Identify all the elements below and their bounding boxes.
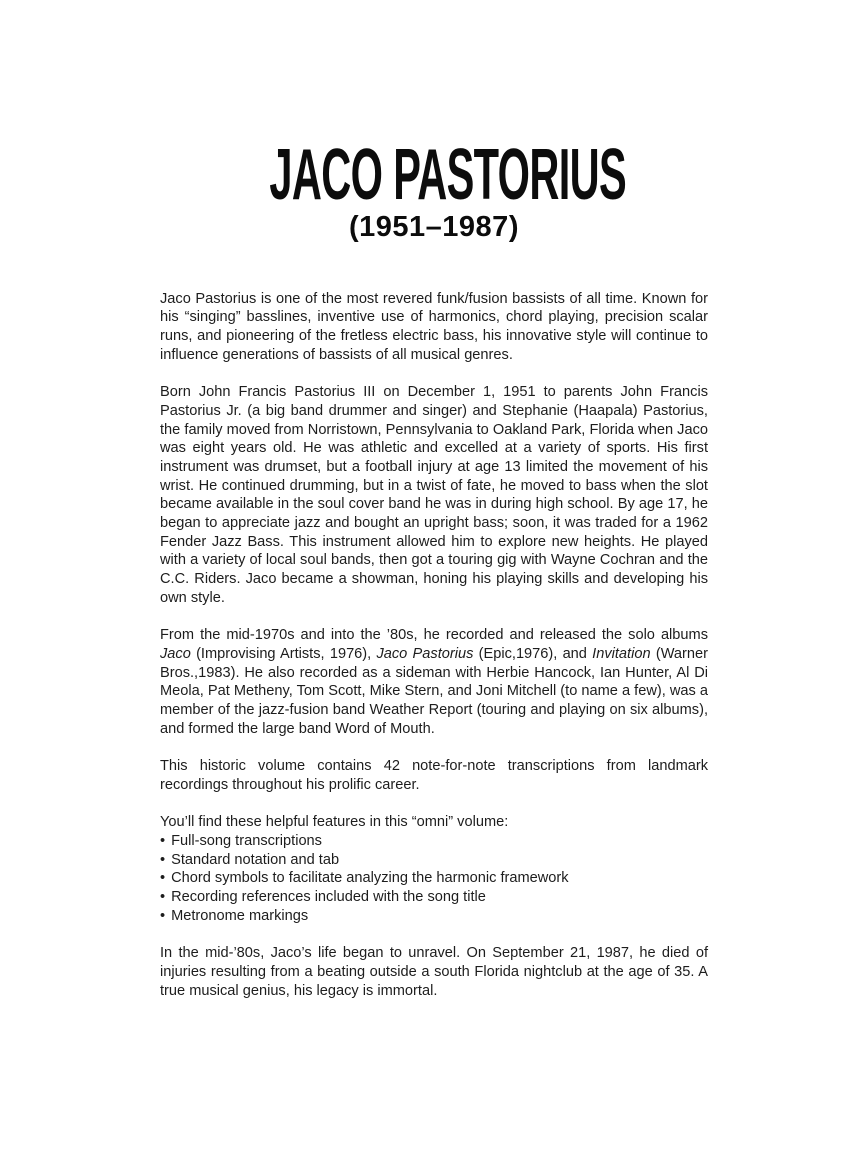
intro-paragraph: Jaco Pastorius is one of the most revered funk/fusion bassists of all time. Known for his “singing” basslines, inventive use of harmonics, chord playing, precision scalar runs, and pioneering of the fretless electric bass, his innovative style will continue to influence generations of bassists of all musical genres. <box>160 290 708 363</box>
page-subtitle: (1951–1987) <box>349 210 519 243</box>
feature-item <box>160 832 708 851</box>
page-title: JACO PASTORIUS <box>269 133 627 215</box>
text-segment: (Improvising Artists, 1976), <box>190 645 377 662</box>
text-segment: (Warner Bros.,1983). He also recorded as a sideman with Herbie Hancock, Ian Hunter, Al Di Meola, Pat Metheny, Tom Scott, Mike Stern, and Joni Mitchell (to name a few), was a member of the jazz-fusion band Weather Report (touring and playing on six albums), and formed the large band Word of Mouth. <box>160 645 709 737</box>
feature-text: Metronome markings <box>171 907 309 924</box>
discography-paragraph <box>160 626 708 738</box>
body-copy <box>160 290 708 1001</box>
features-list <box>160 832 708 926</box>
text-segment: (Epic,1976), and <box>473 645 593 662</box>
bullet-marker: • <box>160 870 166 887</box>
subtitle-block <box>160 211 708 244</box>
feature-item <box>160 888 708 907</box>
biography-paragraph: Born John Francis Pastorius III on December 1, 1951 to parents John Francis Pastorius Jr. (a big band drummer and singer) and Stephanie (Haapala) Pastorius, the family moved from Norristown, Pennsylvania to Oakland Park, Florida when Jaco was eight years old. He was athletic and excelled at a variety of sports. His first instrument was drumset, but a football injury at age 13 limited the movement of his wrist. He continued drumming, but in a twist of fate, he moved to bass when the slot became available in the soul cover band he was in during high school. By age 17, he began to appreciate jazz and bought an upright bass; soon, it was traded for a 1962 Fender Jazz Bass. This instrument allowed him to explore new heights. He played with a variety of local soul bands, then got a touring gig with Wayne Cochran and the C.C. Riders. Jaco became a showman, honing his playing skills and developing his own style. <box>160 384 708 606</box>
feature-item <box>160 869 708 888</box>
feature-text: Chord symbols to facilitate analyzing the harmonic framework <box>171 870 569 887</box>
bullet-marker: • <box>160 907 166 924</box>
feature-text: Full-song transcriptions <box>171 832 322 849</box>
text-segment: From the mid-1970s and into the ’80s, he recorded and released the solo albums <box>160 627 708 644</box>
title-block <box>160 133 708 215</box>
album-title-jaco-pastorius: Jaco Pastorius <box>376 645 474 662</box>
volume-paragraph: This historic volume contains 42 note-for-note transcriptions from landmark recordings throughout his prolific career. <box>160 758 708 793</box>
album-title-invitation: Invitation <box>592 645 651 662</box>
feature-text: Standard notation and tab <box>171 851 340 868</box>
feature-item <box>160 907 708 926</box>
feature-item <box>160 851 708 870</box>
bullet-marker: • <box>160 851 166 868</box>
bullet-marker: • <box>160 832 166 849</box>
closing-paragraph: In the mid-’80s, Jaco’s life began to unravel. On September 21, 1987, he died of injuries resulting from a beating outside a south Florida nightclub at the age of 35. A true musical genius, his legacy is immortal. <box>160 945 708 999</box>
album-title-jaco: Jaco <box>160 645 191 662</box>
feature-text: Recording references included with the song title <box>171 889 486 906</box>
features-intro: You’ll find these helpful features in this “omni” volume: <box>160 814 509 831</box>
bullet-marker: • <box>160 889 166 906</box>
